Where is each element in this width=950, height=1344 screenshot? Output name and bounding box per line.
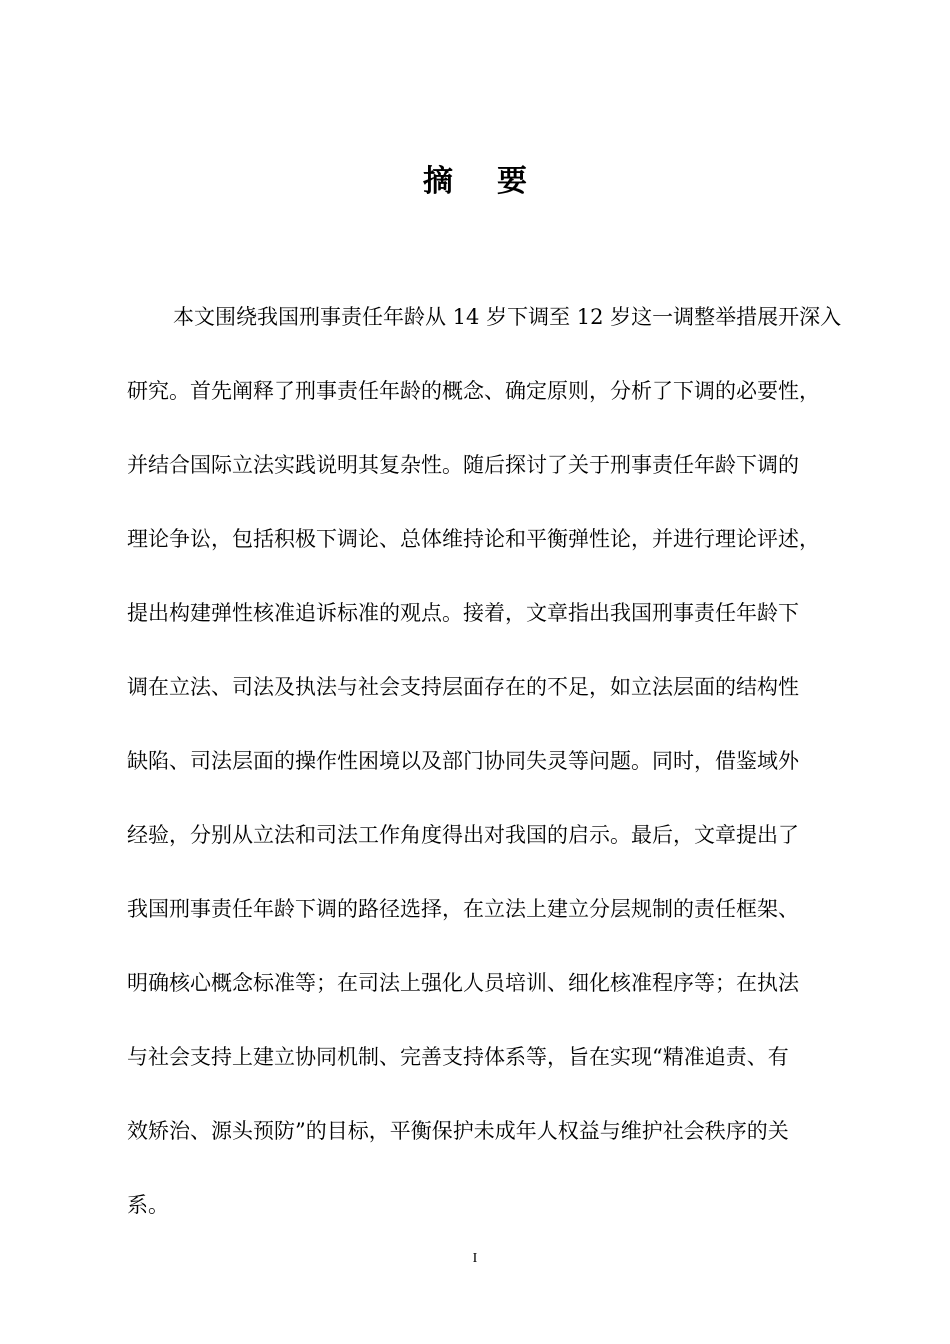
abstract-line: 经验，分别从立法和司法工作角度得出对我国的启示。最后，文章提出了 <box>127 823 799 847</box>
abstract-line: 并结合国际立法实践说明其复杂性。随后探讨了关于刑事责任年龄下调的 <box>127 453 799 477</box>
title-char-2: 要 <box>497 164 527 199</box>
abstract-line: 明确核心概念标准等；在司法上强化人员培训、细化核准程序等；在执法 <box>127 971 799 995</box>
abstract-line: 我国刑事责任年龄下调的路径选择，在立法上建立分层规制的责任框架、 <box>127 897 799 921</box>
abstract-line: 理论争讼，包括积极下调论、总体维持论和平衡弹性论，并进行理论评述， <box>127 527 820 551</box>
abstract-body <box>127 280 867 1242</box>
abstract-line: 调在立法、司法及执法与社会支持层面存在的不足，如立法层面的结构性 <box>127 675 799 699</box>
abstract-line: 缺陷、司法层面的操作性困境以及部门协同失灵等问题。同时，借鉴域外 <box>127 749 799 773</box>
abstract-line: 效矫治、源头预防”的目标，平衡保护未成年人权益与维护社会秩序的关 <box>127 1119 789 1143</box>
abstract-title <box>0 160 950 204</box>
abstract-line: 与社会支持上建立协同机制、完善支持体系等，旨在实现“精准追责、有 <box>127 1045 789 1069</box>
abstract-line: 本文围绕我国刑事责任年龄从 14 岁下调至 12 岁这一调整举措展开深入 <box>173 305 842 329</box>
title-char-1: 摘 <box>423 164 453 199</box>
abstract-line: 研究。首先阐释了刑事责任年龄的概念、确定原则，分析了下调的必要性， <box>127 379 820 403</box>
abstract-line: 系。 <box>127 1193 169 1217</box>
page-number: I <box>472 1251 478 1266</box>
abstract-line: 提出构建弹性核准追诉标准的观点。接着，文章指出我国刑事责任年龄下 <box>127 601 799 625</box>
